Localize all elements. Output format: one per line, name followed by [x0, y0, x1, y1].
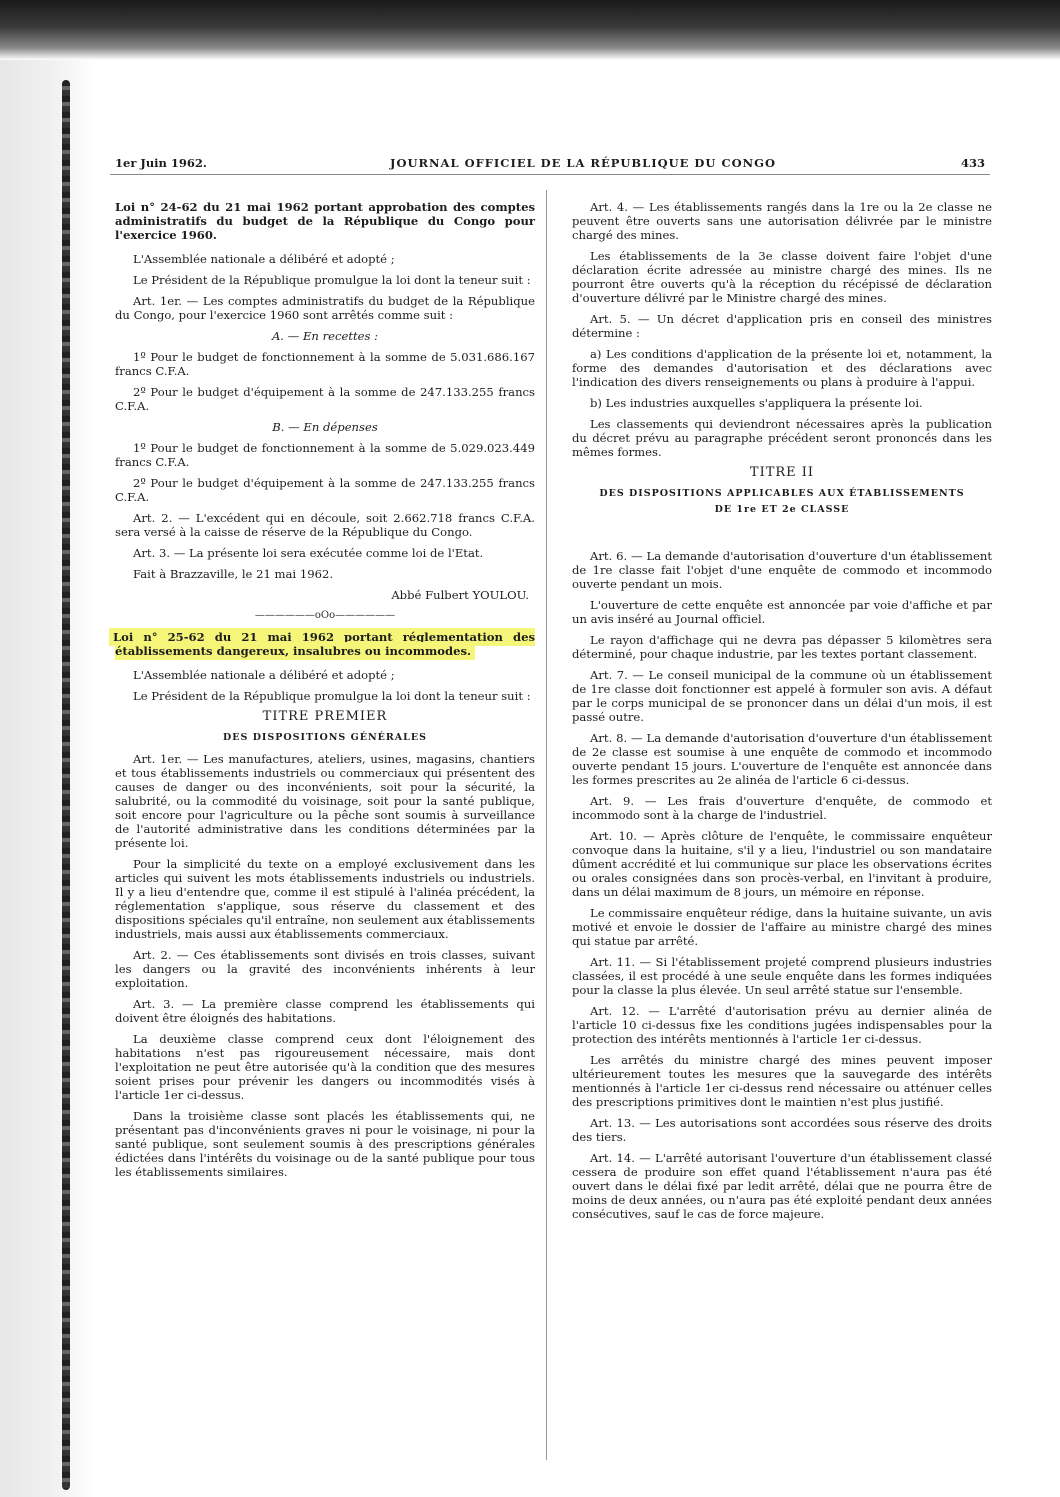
article: Art. 11. — Si l'établissement projeté comprend plusieurs industries classées, il est procédé à une seule enquête dans les formes indiquées pour la classe la plus élevée. Un seul arrêté statue sur l'ensemble.: [572, 955, 992, 997]
article: Art. 3. — La première classe comprend les établissements qui doivent être éloignés des habitations.: [115, 997, 535, 1025]
page-number: 433: [960, 156, 985, 170]
signature: Abbé Fulbert YOULOU.: [391, 588, 529, 602]
page-header: [110, 150, 990, 175]
recettes-heading: A. — En recettes :: [271, 329, 379, 343]
paragraph: Le commissaire enquêteur rédige, dans la huitaine suivante, un avis motivé et envoie le dossier de l'affaire au ministre chargé des mines qui statue par arrêté.: [572, 906, 992, 948]
article: Art. 6. — La demande d'autorisation d'ouverture d'un établissement de 1re classe fait l'objet d'une enquête de commodo et incommodo ouverte pendant un mois.: [572, 549, 992, 591]
scan-top-shadow: [0, 0, 1060, 60]
titre-premier-subtitle: DES DISPOSITIONS GÉNÉRALES: [223, 732, 427, 743]
column-divider: [546, 190, 547, 1460]
titre-ii-subtitle-1: DES DISPOSITIONS APPLICABLES AUX ÉTABLISSEMENTS: [599, 488, 965, 499]
journal-page: [110, 150, 990, 1480]
binding-spine: [62, 80, 70, 1490]
article: Art. 10. — Après clôture de l'enquête, le commissaire enquêteur convoque dans la huitaine, s'il y a lieu, l'industriel ou son mandataire dûment accrédité et lui communique sur place les observations écrites ou orales consignées dans son procès-verbal, en l'invitant à produire, dans un délai maximum de 8 jours, un mémoire en réponse.: [572, 829, 992, 899]
journal-title: JOURNAL OFFICIEL DE LA RÉPUBLIQUE DU CONGO: [390, 156, 776, 170]
fait-a: Fait à Brazzaville, le 21 mai 1962.: [133, 567, 334, 581]
paragraph: 2º Pour le budget d'équipement à la somme de 247.133.255 francs C.F.A.: [115, 385, 535, 413]
scan-left-margin: [0, 60, 95, 1497]
article: Art. 9. — Les frais d'ouverture d'enquête, de commodo et incommodo sont à la charge de l'industriel.: [572, 794, 992, 822]
paragraph: Le Président de la République promulgue la loi dont la teneur suit :: [133, 689, 531, 703]
highlighted-title: Loi n° 25-62 du 21 mai 1962 portant réglementation des établissements dangereux, insalubres ou incommodes.: [109, 628, 535, 660]
paragraph: L'Assemblée nationale a délibéré et adopté ;: [133, 668, 395, 682]
paragraph: Les établissements de la 3e classe doivent faire l'objet d'une déclaration écrite adressée au ministre chargé des mines. Ils ne pourront être ouverts qu'à la réception du récépissé de déclaration d'ouverture délivré par le Ministre chargé des mines.: [572, 249, 992, 305]
titre-ii-subtitle-2: DE 1re ET 2e CLASSE: [714, 504, 850, 515]
article: Art. 14. — L'arrêté autorisant l'ouverture d'un établissement classé cessera de produire son effet quand l'établissement n'aura pas été ouvert dans le délai fixé par ledit arrêté, délai que ne pourra être de moins de deux années, ou n'aura pas été exploité pendant deux années consécutives, sauf le cas de force majeure.: [572, 1151, 992, 1221]
right-column: [572, 200, 992, 1228]
paragraph: Dans la troisième classe sont placés les établissements qui, ne présentant pas d'inconvénients graves ni pour le voisinage, ni pour la santé publique, sont seulement soumis à des prescriptions générales édictées dans l'intérêts du voisinage ou de la santé publique pour tous les établissements similaires.: [115, 1109, 535, 1179]
paragraph: Le Président de la République promulgue la loi dont la teneur suit :: [133, 273, 531, 287]
titre-ii: TITRE II: [749, 465, 815, 480]
article: Art. 3. — La présente loi sera exécutée comme loi de l'Etat.: [133, 546, 484, 560]
paragraph: Le rayon d'affichage qui ne devra pas dépasser 5 kilomètres sera déterminé, pour chaque industrie, par les textes portant classement.: [572, 633, 992, 661]
paragraph: 1º Pour le budget de fonctionnement à la somme de 5.031.686.167 francs C.F.A.: [115, 350, 535, 378]
article: Art. 8. — La demande d'autorisation d'ouverture d'un établissement de 2e classe est soumise à une enquête de commodo et incommodo ouverte pendant 15 jours. L'ouverture de l'enquête est annoncée dans les formes prescrites au 2e alinéa de l'article 6 ci-dessus.: [572, 731, 992, 787]
article: Art. 1er. — Les comptes administratifs du budget de la République du Congo, pour l'exercice 1960 sont arrêtés comme suit :: [115, 294, 535, 322]
article: Art. 4. — Les établissements rangés dans la 1re ou la 2e classe ne peuvent être ouverts sans une autorisation délivrée par le ministre chargé des mines.: [572, 200, 992, 242]
article: Art. 5. — Un décret d'application pris en conseil des ministres détermine :: [572, 312, 992, 340]
article: Art. 2. — Ces établissements sont divisés en trois classes, suivant les dangers ou la gravité des inconvénients inhérents à leur exploitation.: [115, 948, 535, 990]
paragraph: b) Les industries auxquelles s'appliquera la présente loi.: [590, 396, 923, 410]
article: Art. 7. — Le conseil municipal de la commune où un établissement de 1re classe doit fonctionner est appelé à formuler son avis. A défaut par le corps municipal de se prononcer dans un délai d'un mois, il est passé outre.: [572, 668, 992, 724]
separator: ——————oOo——————: [254, 610, 396, 621]
paragraph: Les arrêtés du ministre chargé des mines peuvent imposer ultérieurement toutes les mesures que la sauvegarde des intérêts mentionnés à l'article 1er ci-dessus rend nécessaire ou atténuer celles des prescriptions primitives dont le maintien n'est plus justifié.: [572, 1053, 992, 1109]
depenses-heading: B. — En dépenses: [272, 420, 378, 434]
header-date: 1er Juin 1962.: [115, 156, 207, 170]
paragraph: L'Assemblée nationale a délibéré et adopté ;: [133, 252, 395, 266]
paragraph: Pour la simplicité du texte on a employé exclusivement dans les articles qui suivent les mots établissements industriels ou industriels. Il y a lieu d'entendre que, comme il est stipulé à l'alinéa précédent, la réglementation s'applique, sous réserve du classement et des dispositions spéciales qu'il entraîne, non seulement aux établissements industriels, mais aussi aux établissements commerciaux.: [115, 857, 535, 941]
paragraph: a) Les conditions d'application de la présente loi et, notamment, la forme des demandes d'autorisation et des déclarations avec l'indication des divers renseignements ou plans à produire à l'appui.: [572, 347, 992, 389]
article: Art. 2. — L'excédent qui en découle, soit 2.662.718 francs C.F.A. sera versé à la caisse de réserve de la République du Congo.: [115, 511, 535, 539]
paragraph: 1º Pour le budget de fonctionnement à la somme de 5.029.023.449 francs C.F.A.: [115, 441, 535, 469]
article: Art. 13. — Les autorisations sont accordées sous réserve des droits des tiers.: [572, 1116, 992, 1144]
paragraph: L'ouverture de cette enquête est annoncée par voie d'affiche et par un avis inséré au Journal officiel.: [572, 598, 992, 626]
article: Art. 1er. — Les manufactures, ateliers, usines, magasins, chantiers et tous établissements industriels ou commerciaux qui présentent des causes de danger ou des inconvénients, soit pour la sécurité, la salubrité, ou la commodité du voisinage, soit pour la santé publique, soit encore pour l'agriculture ou la pêche sont soumis à surveillance de l'autorité administrative dans les conditions déterminées par la présente loi.: [115, 752, 535, 850]
titre-premier: TITRE PREMIER: [262, 709, 388, 724]
paragraph: Les classements qui deviendront nécessaires après la publication du décret prévu au paragraphe précédent seront prononcés dans les mêmes formes.: [572, 417, 992, 459]
left-column: [115, 200, 535, 1186]
paragraph: 2º Pour le budget d'équipement à la somme de 247.133.255 francs C.F.A.: [115, 476, 535, 504]
article: Art. 12. — L'arrêté d'autorisation prévu au dernier alinéa de l'article 10 ci-dessus fixe les conditions jugées indispensables pour la protection des intérêts mentionnés à l'article 1er ci-dessus.: [572, 1004, 992, 1046]
paragraph: La deuxième classe comprend ceux dont l'éloignement des habitations n'est pas rigoureusement nécessaire, mais dont l'exploitation ne peut être autorisée qu'à la condition que des mesures soient prises pour prévenir les dangers ou incommodités visés à l'article 1er ci-dessus.: [115, 1032, 535, 1102]
loi-24-62-title: Loi n° 24-62 du 21 mai 1962 portant approbation des comptes administratifs du budget de la République du Congo pour l'exercice 1960.: [115, 200, 535, 242]
loi-25-62-title: [115, 630, 535, 658]
